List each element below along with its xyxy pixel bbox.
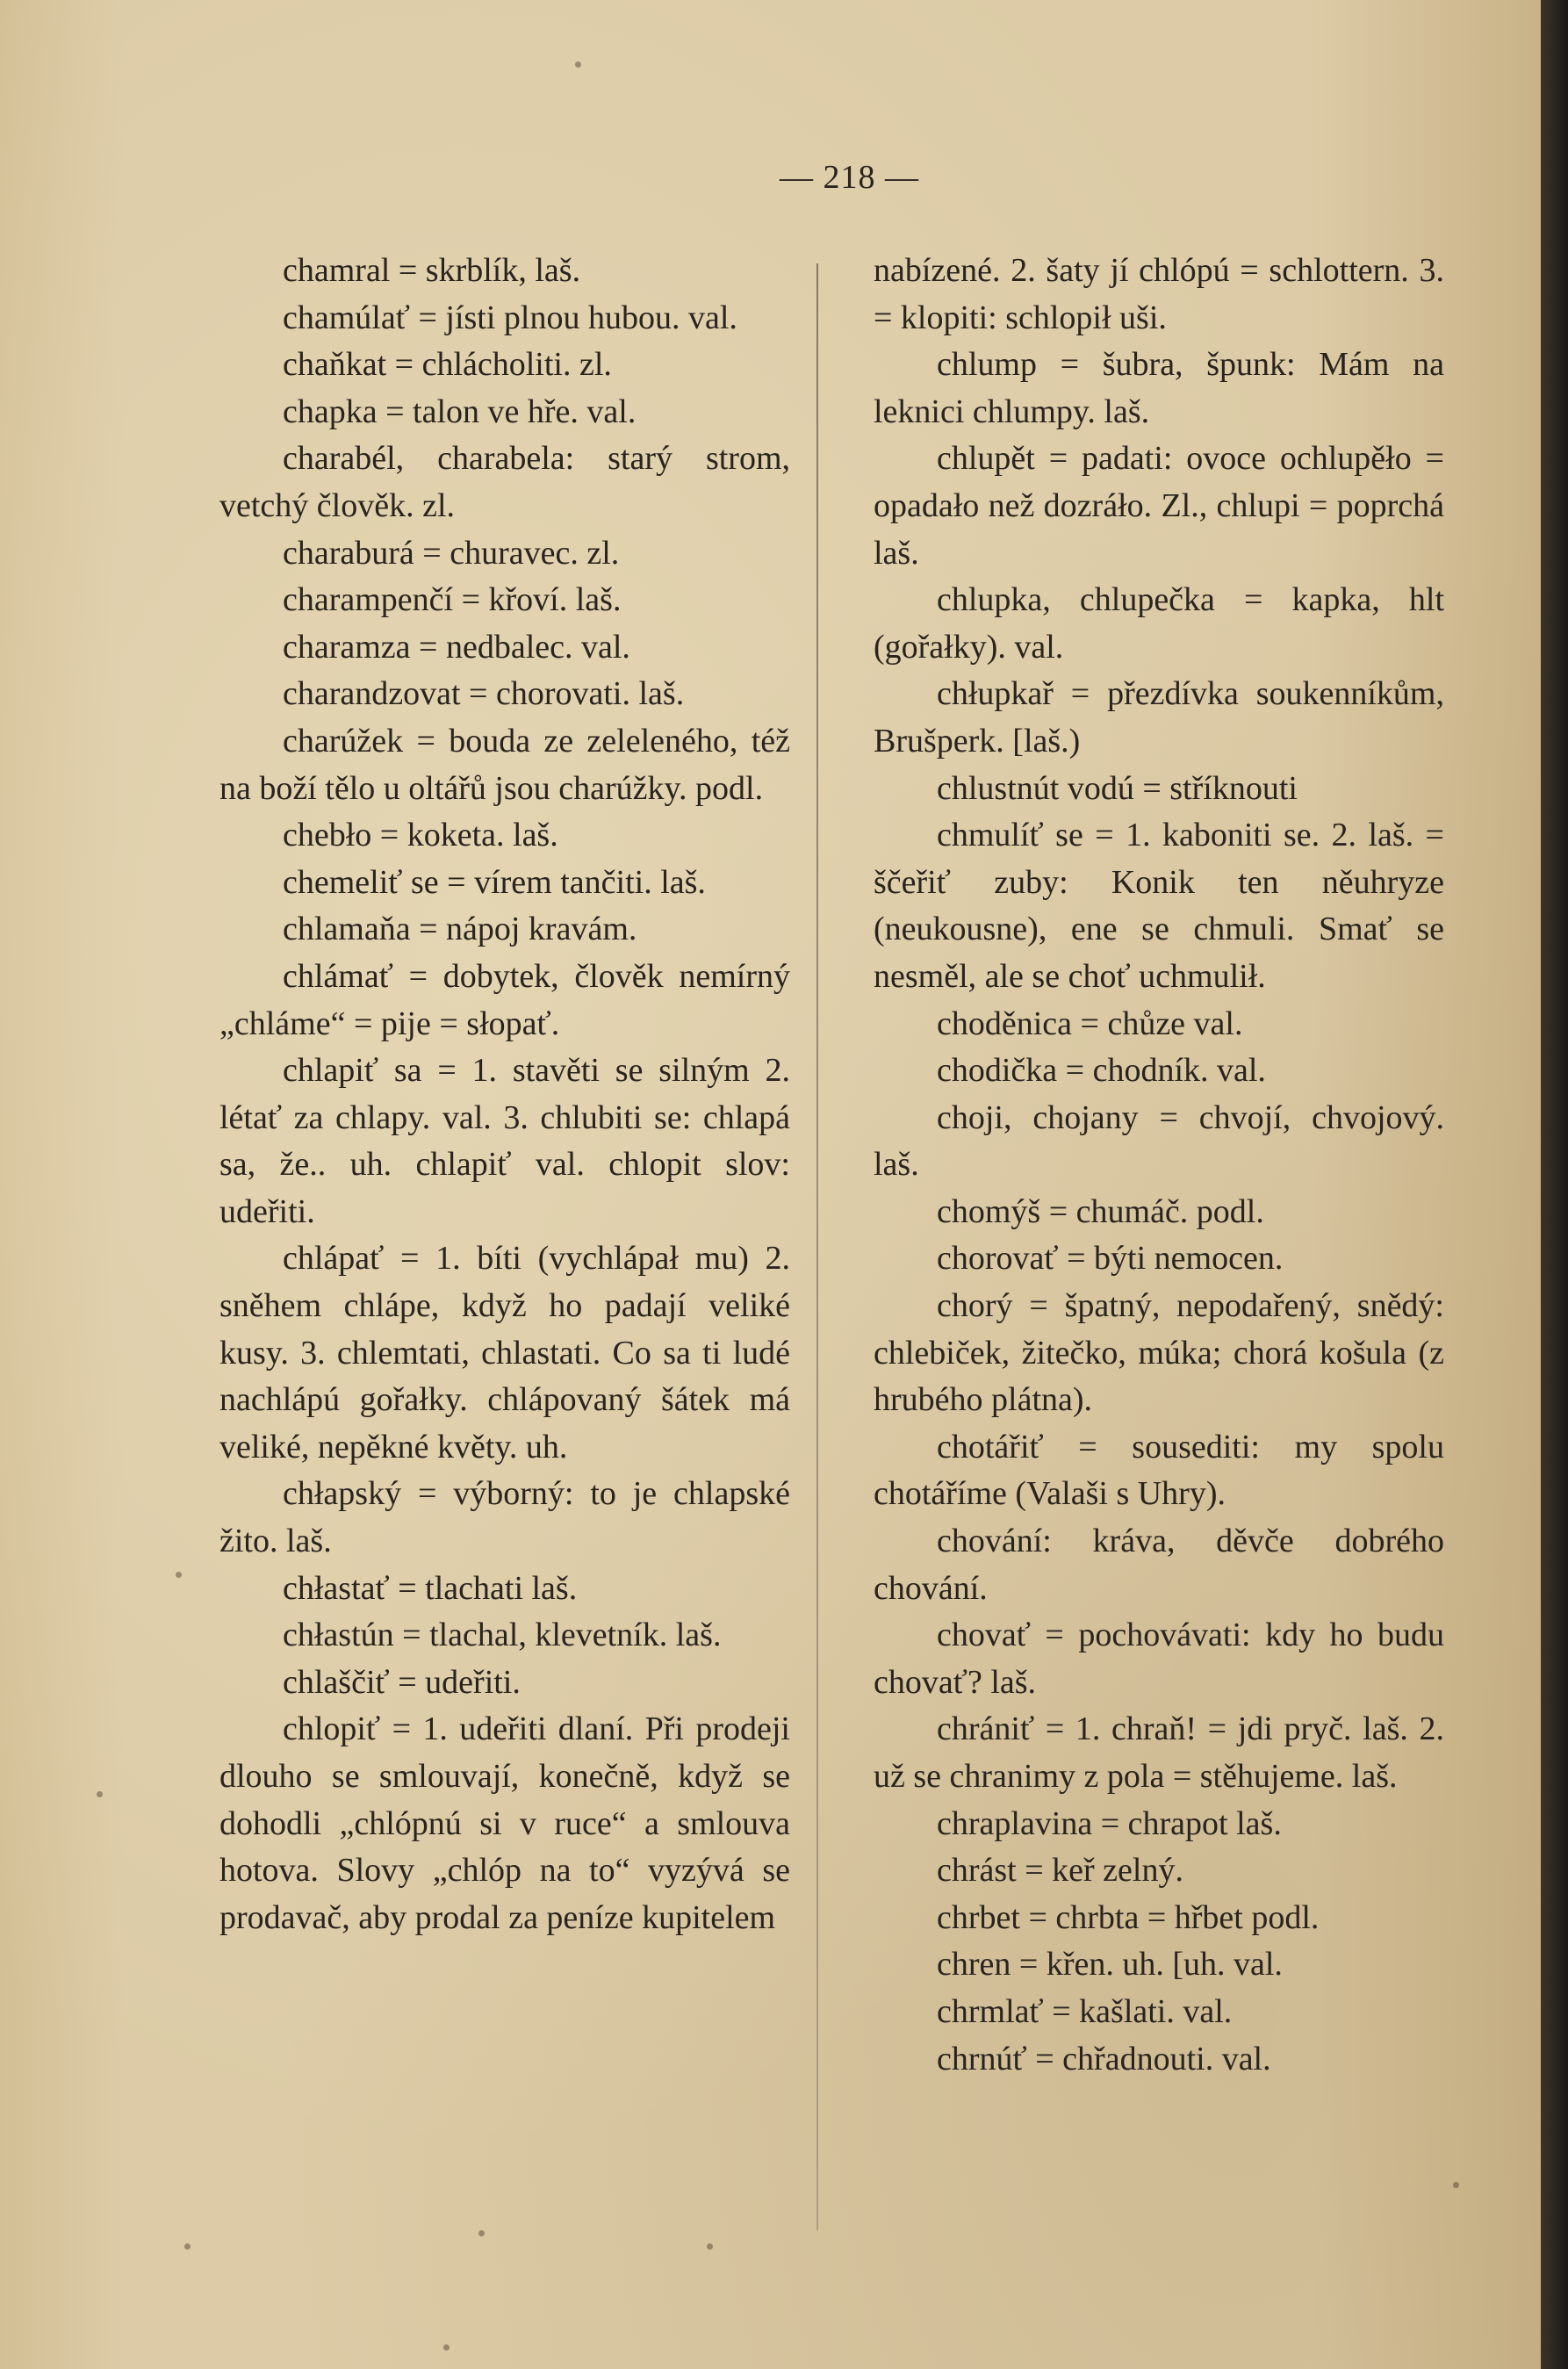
paper-speck bbox=[184, 2243, 191, 2250]
entry: chlopiť = 1. udeřiti dlaní. Při prodeji dlouho se smlouvají, konečně, když se dohodli „chlópnú si v ruce“ a smlouva hotova. Slovy „chlóp na to“ vyzývá se prodavač, aby prodal za peníze kupitelem bbox=[219, 1710, 790, 1936]
entry: chrmlať = kašlati. val. bbox=[937, 1992, 1233, 2030]
paper-speck bbox=[707, 2243, 713, 2250]
entry: chłapský = výborný: to je chlapské žito. laš. bbox=[219, 1475, 790, 1560]
entry: chrást = keř zelný. bbox=[937, 1852, 1183, 1890]
entry: chlustnút vodú = stříknouti bbox=[937, 769, 1298, 807]
entry: chlapiť sa = 1. stavěti se silným 2. létať za chlapy. val. 3. chlubiti se: chlapá sa, že.. uh. chlapiť val. chlopit slov: udeřiti. bbox=[219, 1052, 790, 1230]
entry: choděnica = chůze val. bbox=[937, 1004, 1243, 1042]
paper-speck bbox=[575, 61, 581, 68]
entry: chamúlať = jísti plnou hubou. val. bbox=[283, 299, 737, 336]
entry: chłastať = tlachati laš. bbox=[283, 1569, 578, 1607]
entry: chlupět = padati: ovoce ochlupěło = opadało než dozráło. Zl., chlupi = poprchá laš. bbox=[874, 440, 1444, 572]
entry: chlump = šubra, špunk: Mám na leknici chlumpy. laš. bbox=[874, 346, 1444, 430]
entry: chaňkat = chlácholiti. zl. bbox=[283, 346, 612, 384]
entry: chlupka, chlupečka = kapka, hlt (gořałky). val. bbox=[874, 581, 1444, 666]
entry: chlámať = dobytek, člověk nemírný „chláme“ = pije = słopať. bbox=[219, 957, 790, 1042]
entry-continuation: nabízené. 2. šaty jí chlópú = schlottern. 3. = klopiti: schlopił uši. bbox=[874, 252, 1444, 336]
entry: chebło = koketa. laš. bbox=[283, 817, 558, 854]
page-number: — 218 — bbox=[780, 159, 919, 196]
entry: chrnúť = chřadnouti. val. bbox=[937, 2040, 1271, 2077]
paper-speck bbox=[176, 1572, 182, 1578]
entry: chování: kráva, děvče dobrého chování. bbox=[874, 1523, 1444, 1607]
left-column bbox=[219, 248, 790, 1941]
right-column bbox=[874, 248, 1444, 2083]
entry: chorý = špatný, nepodařený, snědý: chlebiček, žitečko, múka; chorá košula (z hrubého plátna). bbox=[874, 1287, 1444, 1419]
book-spine bbox=[1541, 0, 1568, 2369]
entry: charaburá = churavec. zl. bbox=[283, 534, 620, 572]
entry: choji, chojany = chvojí, chvojový. laš. bbox=[874, 1098, 1444, 1184]
entry: chrbet = chrbta = hřbet podl. bbox=[937, 1898, 1320, 1936]
entry: chamral = skrblík, laš. bbox=[283, 252, 581, 289]
paper-speck bbox=[478, 2230, 485, 2236]
entry: charandzovat = chorovati. laš. bbox=[283, 675, 685, 713]
entry: chlamaňa = nápoj kravám. bbox=[283, 911, 637, 948]
paper-speck bbox=[1453, 2182, 1459, 2188]
entry: charabél, charabela: starý strom, vetchý člověk. zl. bbox=[219, 440, 790, 524]
entry: chovať = pochovávati: kdy ho budu chovať? laš. bbox=[874, 1617, 1444, 1701]
entry: chłastún = tlachal, klevetník. laš. bbox=[283, 1617, 722, 1654]
entry: chłupkař = přezdívka soukenníkům, Brušperk. [laš.) bbox=[874, 675, 1444, 760]
entry: chotářiť = sousediti: my spolu chotáříme (Valaši s Uhry). bbox=[874, 1428, 1444, 1513]
entry: charampenčí = křoví. laš. bbox=[283, 581, 622, 619]
entry: chemeliť se = vírem tančiti. laš. bbox=[283, 863, 706, 901]
entry: chlaščiť = udeřiti. bbox=[283, 1663, 521, 1701]
column-divider bbox=[816, 263, 818, 2230]
entry: chrániť = 1. chraň! = jdi pryč. laš. 2. už se chranimy z pola = stěhujeme. laš. bbox=[874, 1710, 1444, 1795]
entry: chraplavina = chrapot laš. bbox=[937, 1804, 1282, 1842]
entry: charamza = nedbalec. val. bbox=[283, 628, 630, 666]
entry: chorovať = býti nemocen. bbox=[937, 1240, 1284, 1278]
paper-speck bbox=[443, 2344, 450, 2351]
entry: chren = křen. uh. [uh. val. bbox=[937, 1946, 1283, 1984]
entry: chmulíť se = 1. kaboniti se. 2. laš. = ščeřiť zuby: Konik ten něuhryze (neukousne), ene se chmuli. Smať se nesměl, ale se choť uchmulił. bbox=[874, 817, 1444, 995]
entry: chapka = talon ve hře. val. bbox=[283, 392, 637, 430]
entry: chodička = chodník. val. bbox=[937, 1052, 1266, 1090]
entry: charúžek = bouda ze zeleleného, též na boží tělo u oltářů jsou charúžky. podl. bbox=[219, 722, 790, 807]
entry: chlápať = 1. bíti (vychlápał mu) 2. sněhem chlápe, když ho padají veliké kusy. 3. chlemtati, chlastati. Co sa ti ludé nachlápú gořałky. chlápovaný šátek má veliké, nepěkné květy. uh. bbox=[219, 1240, 790, 1465]
entry: chomýš = chumáč. podl. bbox=[937, 1192, 1264, 1230]
paper-speck bbox=[97, 1791, 103, 1797]
